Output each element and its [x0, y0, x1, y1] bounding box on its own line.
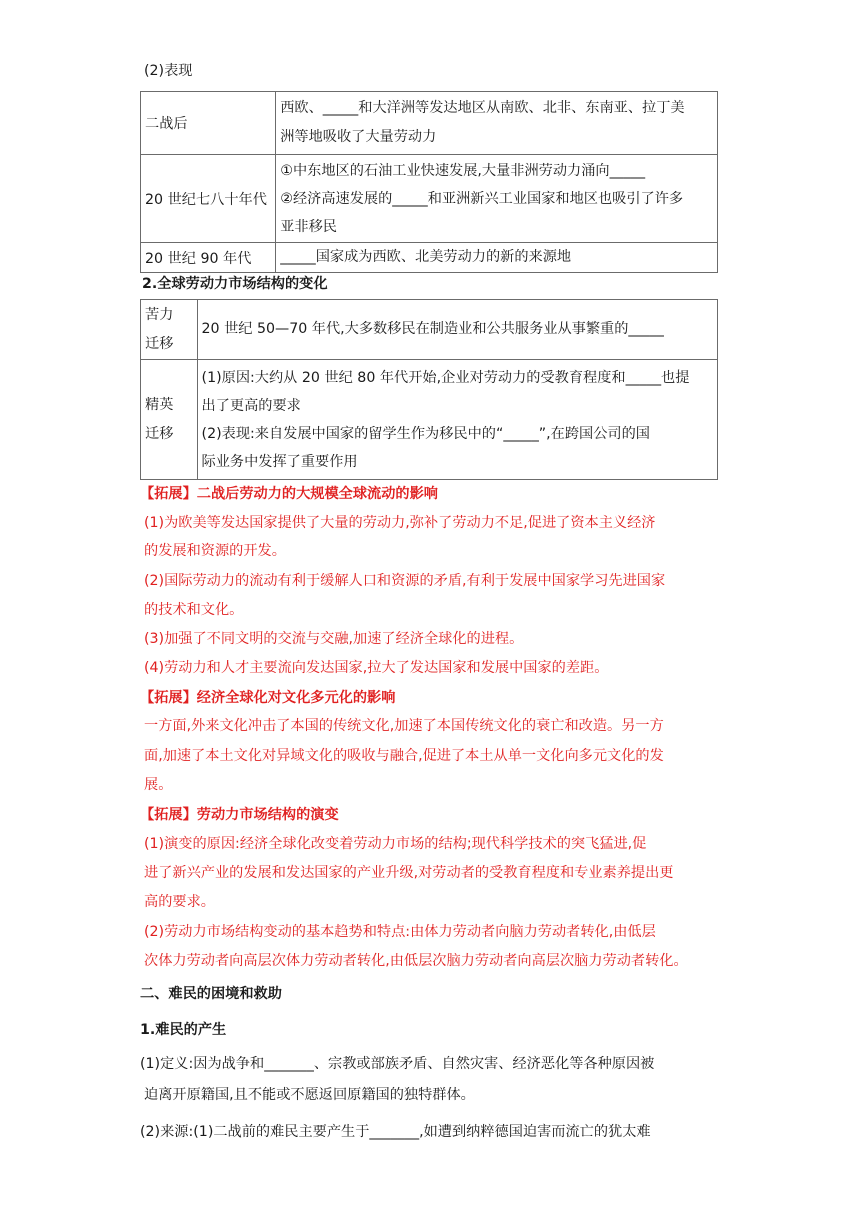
section-heading-market-structure: 2.全球劳动力市场结构的变化	[142, 276, 328, 292]
extension-line: 的发展和资源的开发。	[144, 543, 286, 559]
row-content: 西欧、_____和大洋洲等发达地区从南欧、北非、东南亚、拉丁美 洲等地吸收了大量劳动力	[276, 92, 718, 155]
extension-line: (3)加强了不同文明的交流与交融,加速了经济全球化的进程。	[144, 631, 524, 647]
table-row	[141, 92, 718, 155]
extension-title: 二战后劳动力的大规模全球流动的影响	[196, 486, 438, 502]
row-content: 20 世纪 50—70 年代,大多数移民在制造业和公共服务业从事繁重的_____	[197, 300, 717, 360]
extension-line: 展。	[144, 777, 173, 793]
row-label: 精英 迁移	[141, 360, 198, 480]
row-label: 20 世纪七八十年代	[141, 155, 276, 243]
extension-tag: 【拓展】	[140, 690, 197, 706]
extension-heading-3	[140, 805, 339, 825]
extension-line: 的技术和文化。	[144, 602, 244, 618]
row-content: (1)原因:大约从 20 世纪 80 年代开始,企业对劳动力的受教育程度和_____也提 出了更高的要求 (2)表现:来自发展中国家的留学生作为移民中的“_____”,在跨国公司的国 际业务中发挥了重要作用	[197, 360, 717, 480]
extension-line: (2)国际劳动力的流动有利于缓解人口和资源的矛盾,有利于发展中国家学习先进国家	[144, 573, 666, 589]
section-heading-performance: (2)表现	[144, 63, 193, 79]
extension-line: 高的要求。	[144, 894, 215, 910]
extension-tag: 【拓展】	[140, 807, 197, 823]
extension-title: 劳动力市场结构的演变	[196, 807, 339, 823]
extension-line: (1)为欧美等发达国家提供了大量的劳动力,弥补了劳动力不足,促进了资本主义经济	[144, 515, 656, 531]
extension-tag: 【拓展】	[140, 486, 197, 502]
body-line: (1)定义:因为战争和_______、宗教或部族矛盾、自然灾害、经济恶化等各种原因被	[140, 1056, 655, 1072]
extension-line: 进了新兴产业的发展和发达国家的产业升级,对劳动者的受教育程度和专业素养提出更	[144, 865, 674, 881]
table-row	[141, 155, 718, 243]
extension-heading-2	[140, 688, 395, 708]
row-content: ①中东地区的石油工业快速发展,大量非洲劳动力涌向_____ ②经济高速发展的_____和亚洲新兴工业国家和地区也吸引了许多 亚非移民	[276, 155, 718, 243]
body-line: (2)来源:(1)二战前的难民主要产生于_______,如遭到纳粹德国迫害而流亡的犹太难	[140, 1124, 651, 1140]
row-label: 苦力 迁移	[141, 300, 198, 360]
table-row	[141, 360, 718, 480]
extension-title: 经济全球化对文化多元化的影响	[196, 690, 396, 706]
part-heading-refugees: 二、难民的困境和救助	[140, 986, 282, 1002]
row-label: 二战后	[141, 92, 276, 155]
extension-line: 一方面,外来文化冲击了本国的传统文化,加速了本国传统文化的衰亡和改造。另一方	[144, 718, 664, 734]
extension-line: 次体力劳动者向高层次体力劳动者转化,由低层次脑力劳动者向高层次脑力劳动者转化。	[144, 953, 688, 969]
extension-line: (1)演变的原因:经济全球化改变着劳动力市场的结构;现代科学技术的突飞猛进,促	[144, 836, 647, 852]
row-content: _____国家成为西欧、北美劳动力的新的来源地	[276, 243, 718, 273]
extension-heading-1	[140, 484, 438, 504]
row-label: 20 世纪 90 年代	[141, 243, 276, 273]
migration-table	[140, 91, 718, 273]
table-row	[141, 243, 718, 273]
market-structure-table	[140, 299, 718, 480]
sub-heading-refugee-origin: 1.难民的产生	[140, 1022, 227, 1038]
extension-line: (2)劳动力市场结构变动的基本趋势和特点:由体力劳动者向脑力劳动者转化,由低层	[144, 924, 656, 940]
extension-line: 面,加速了本土文化对异域文化的吸收与融合,促进了本土从单一文化向多元文化的发	[144, 748, 664, 764]
table-row	[141, 300, 718, 360]
body-line: 迫离开原籍国,且不能或不愿返回原籍国的独特群体。	[144, 1087, 475, 1103]
extension-line: (4)劳动力和人才主要流向发达国家,拉大了发达国家和发展中国家的差距。	[144, 660, 609, 676]
